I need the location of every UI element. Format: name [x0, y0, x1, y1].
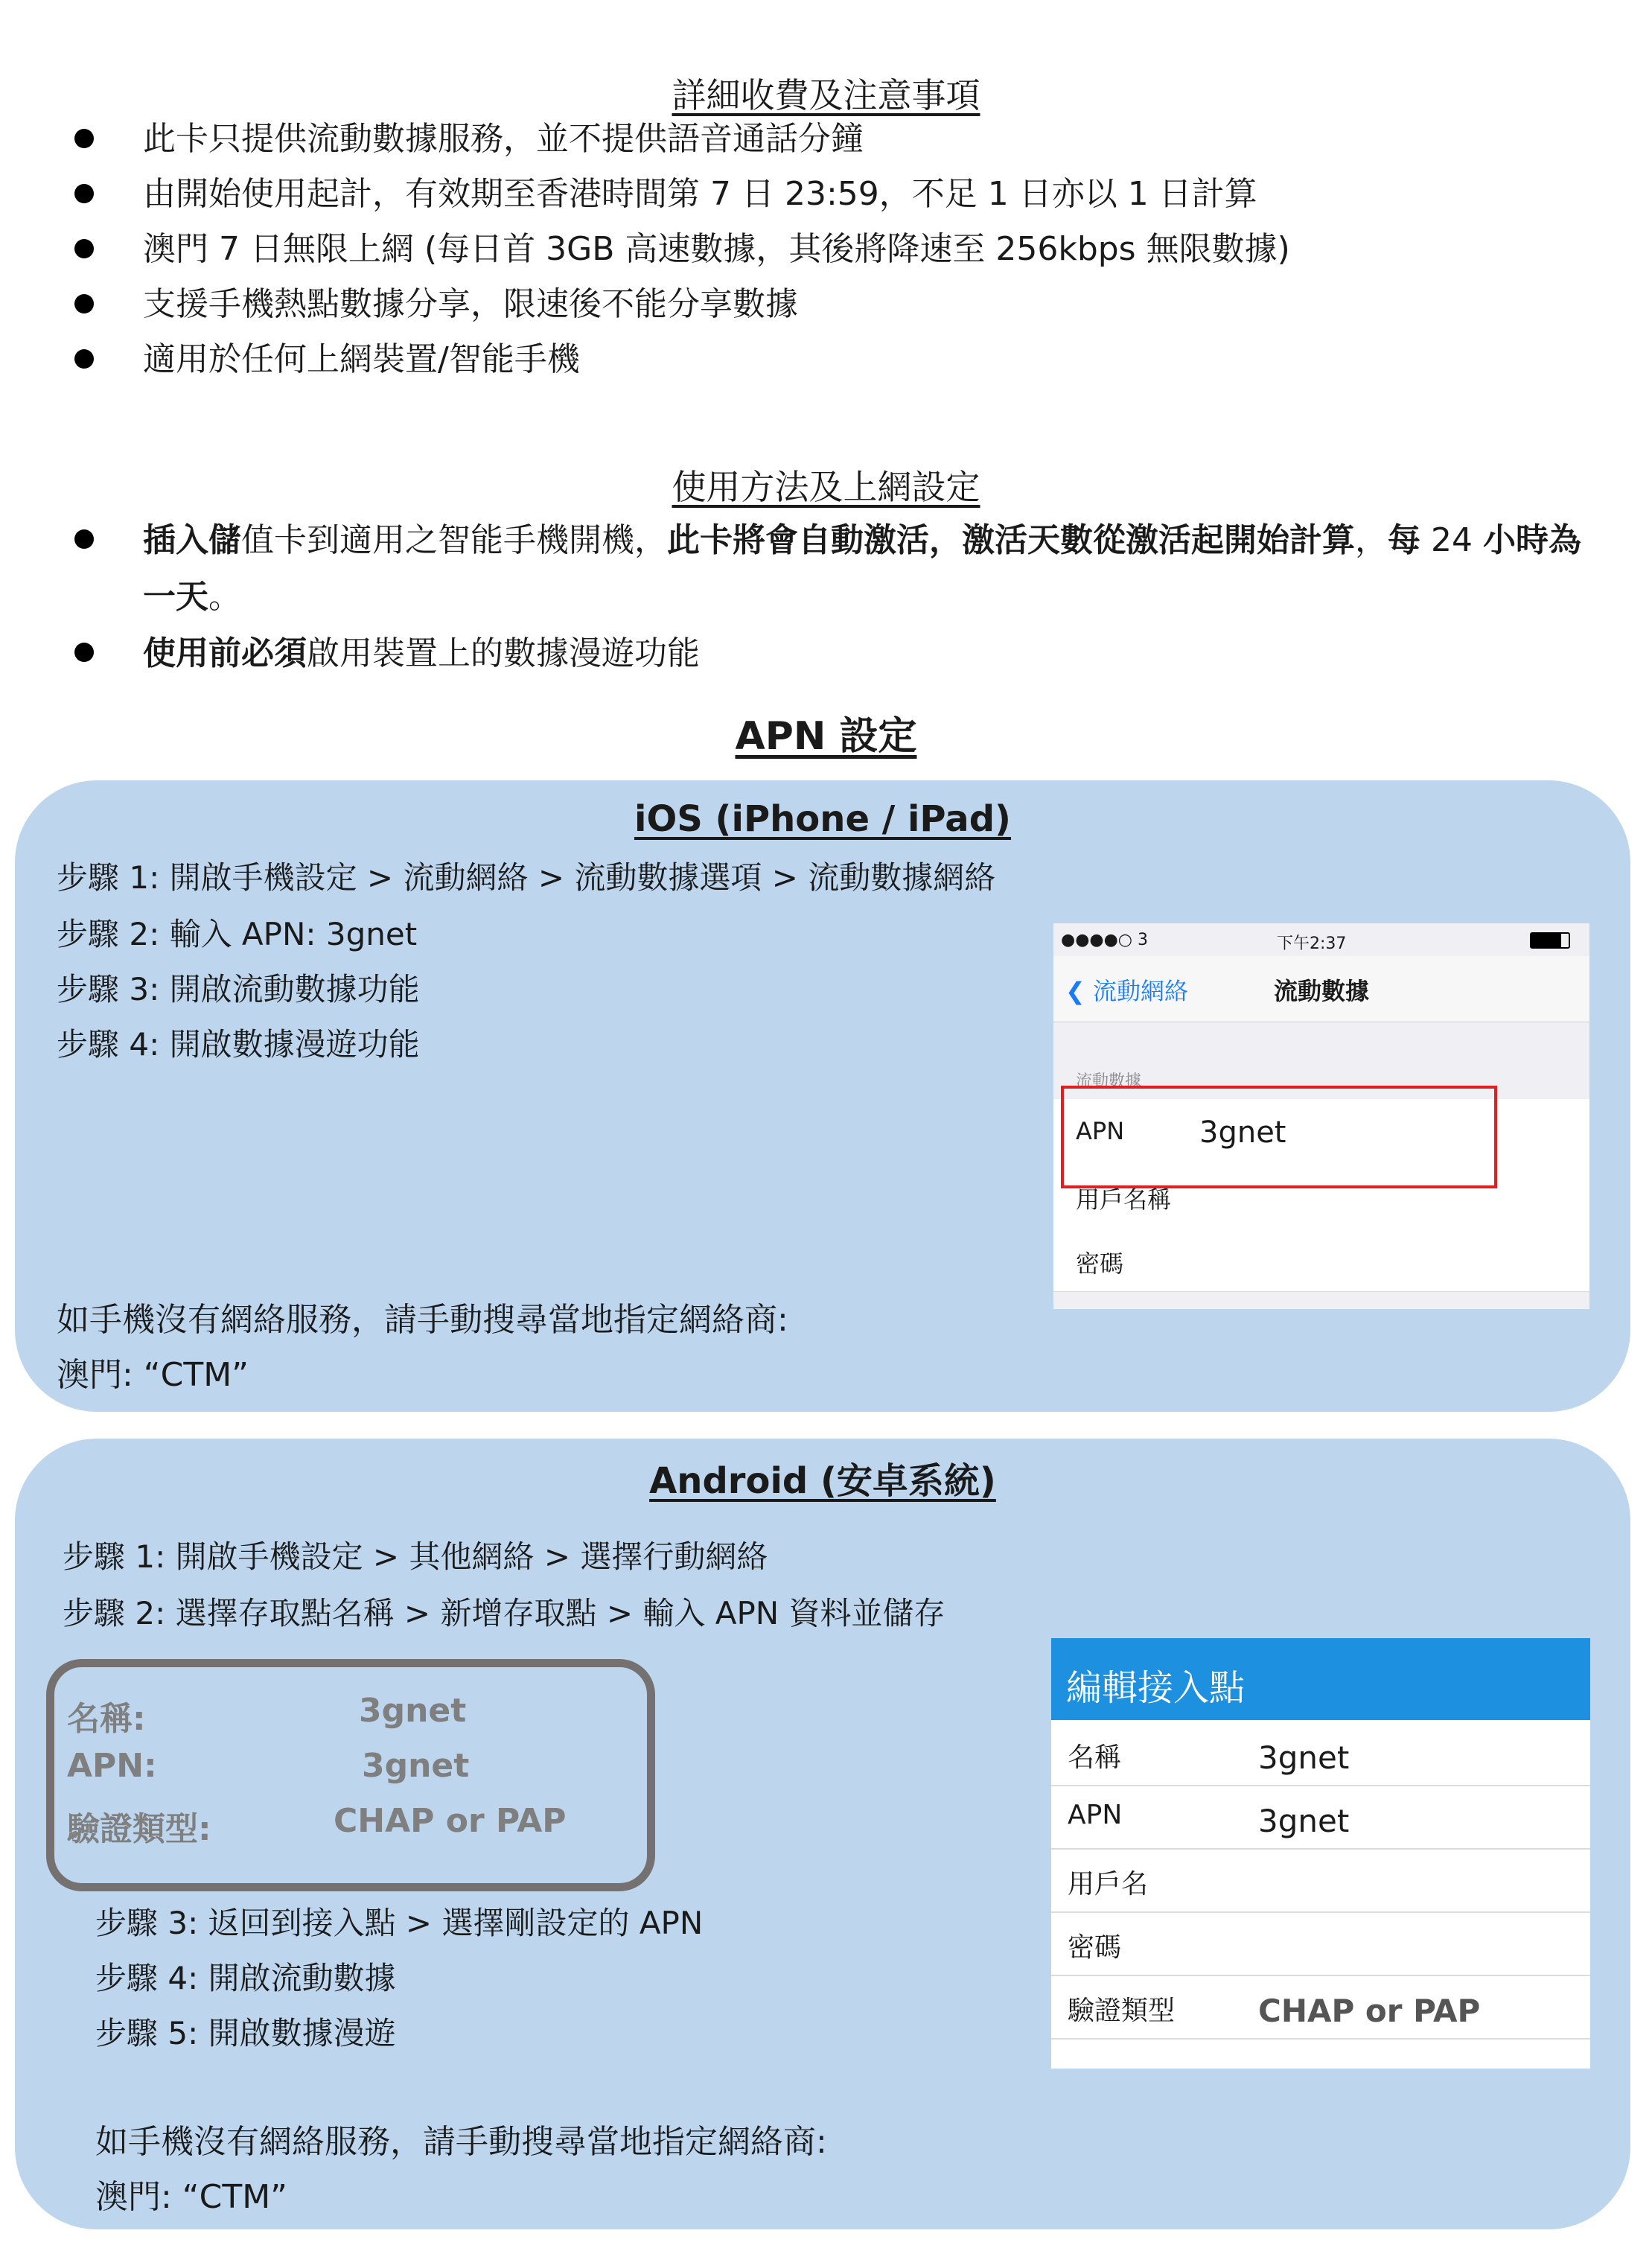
apn-username-row[interactable]: 用戶名 [1051, 1848, 1590, 1913]
ios-note-2: 澳門: “CTM” [57, 1356, 249, 1394]
apn-highlight-box [1061, 1086, 1497, 1188]
android-step-4: 步驟 4: 開啟流動數據 [95, 1960, 396, 1996]
username-row[interactable]: 用戶名稱 [1053, 1163, 1589, 1228]
android-note-1: 如手機沒有網絡服務，請手動搜尋當地指定網絡商: [95, 2123, 827, 2161]
bullet-icon [74, 294, 94, 313]
list-item: 支援手機熱點數據分享，限速後不能分享數據 [74, 277, 1608, 332]
apn-name-row[interactable]: 名稱 3gnet [1051, 1722, 1590, 1786]
usage-heading: 使用方法及上網設定 [672, 467, 980, 507]
bullet-icon [74, 643, 94, 662]
ios-step-2: 步驟 2: 輸入 APN: 3gnet [57, 916, 418, 952]
android-title: Android (安卓系統) [649, 1460, 996, 1502]
list-item: 插入儲值卡到適用之智能手機開機，此卡將會自動激活，激活天數從激活起開始計算，每 24 小時為 一天。 [74, 512, 1608, 625]
bullet-icon [74, 184, 94, 203]
android-step-1: 步驟 1: 開啟手機設定 > 其他網絡 > 選擇行動網絡 [63, 1538, 768, 1575]
nav-title: 流動數據 [1273, 977, 1369, 1005]
list-item: 使用前必須啟用裝置上的數據漫遊功能 [74, 625, 1608, 682]
ios-step-3: 步驟 3: 開啟流動數據功能 [57, 971, 420, 1007]
list-item: 此卡只提供流動數據服務，並不提供語音通話分鐘 [74, 112, 1608, 167]
apn-apn-row[interactable]: APN 3gnet [1051, 1785, 1590, 1850]
bullet-icon [74, 239, 94, 258]
config-apn-value: 3gnet [362, 1747, 470, 1785]
android-note-2: 澳門: “CTM” [95, 2178, 287, 2216]
list-item: 澳門 7 日無限上網 (每日首 3GB 高速數據，其後將降速至 256kbps 無限數據) [74, 222, 1608, 277]
config-auth-label: 驗證類型: [67, 1810, 211, 1848]
fees-heading: 詳細收費及注意事項 [672, 75, 980, 115]
section-label: 流動數據 [1076, 1072, 1142, 1091]
ios-step-1: 步驟 1: 開啟手機設定 > 流動網絡 > 流動數據選項 > 流動數據網絡 [57, 859, 996, 896]
android-step-3: 步驟 3: 返回到接入點 > 選擇剛設定的 APN [95, 1905, 704, 1941]
edit-apn-header: 編輯接入點 [1051, 1638, 1590, 1720]
apn-password-row[interactable]: 密碼 [1051, 1911, 1590, 1976]
apn-heading: APN 設定 [735, 714, 917, 759]
carrier-signal: ●●●●○ 3 [1061, 931, 1148, 949]
bullet-icon [74, 529, 94, 549]
config-auth-value: CHAP or PAP [334, 1802, 567, 1840]
apn-row[interactable]: APN 3gnet [1053, 1099, 1589, 1164]
ios-note-1: 如手機沒有網絡服務，請手動搜尋當地指定網絡商: [57, 1301, 788, 1339]
list-item: 適用於任何上網裝置/智能手機 [74, 332, 1608, 387]
password-row[interactable]: 密碼 [1053, 1227, 1589, 1292]
apn-auth-row[interactable]: 驗證類型 CHAP or PAP [1051, 1975, 1590, 2040]
config-name-value: 3gnet [359, 1692, 467, 1730]
ios-settings-screenshot [1053, 923, 1589, 1309]
bullet-icon [74, 129, 94, 148]
android-step-2: 步驟 2: 選擇存取點名稱 > 新增存取點 > 輸入 APN 資料並儲存 [63, 1595, 945, 1631]
status-bar [1053, 923, 1589, 956]
android-apn-screenshot [1051, 1638, 1590, 2069]
fees-list [74, 112, 1608, 387]
ios-title: iOS (iPhone / iPad) [634, 798, 1011, 840]
chevron-left-icon: ❮ [1065, 977, 1093, 1005]
battery-icon [1530, 932, 1570, 949]
list-item: 由開始使用起計，有效期至香港時間第 7 日 23:59，不足 1 日亦以 1 日計算 [74, 167, 1608, 222]
config-apn-label: APN: [67, 1747, 157, 1785]
clock: 下午2:37 [1277, 934, 1347, 953]
ios-step-4: 步驟 4: 開啟數據漫遊功能 [57, 1026, 420, 1063]
back-button[interactable]: ❮ 流動網絡 [1065, 977, 1188, 1005]
android-step-5: 步驟 5: 開啟數據漫遊 [95, 2015, 396, 2051]
config-name-label: 名稱: [67, 1700, 146, 1738]
bullet-icon [74, 349, 94, 369]
nav-bar [1053, 956, 1589, 1022]
usage-list [74, 512, 1608, 682]
